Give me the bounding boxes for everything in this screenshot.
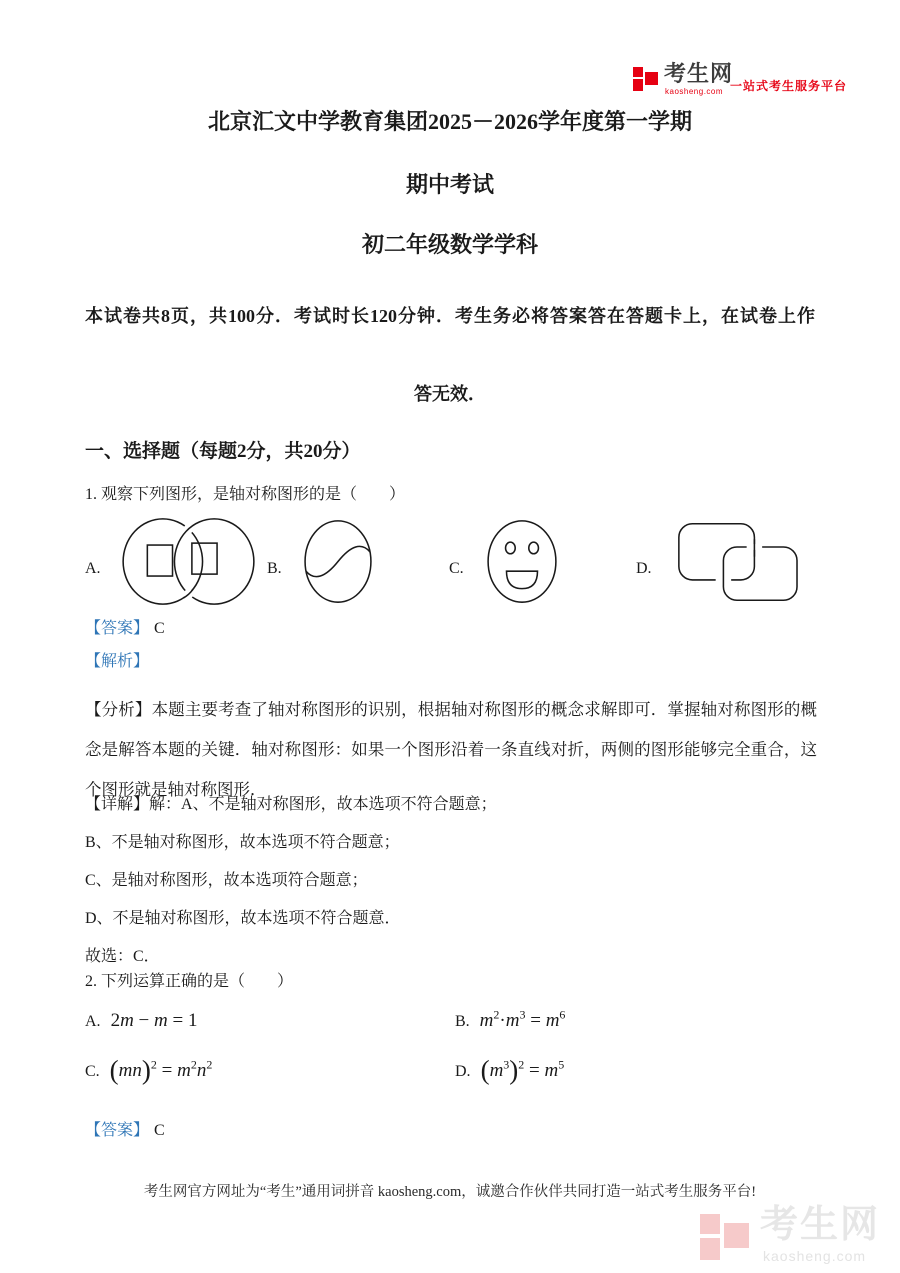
exam-name: 期中考试 <box>405 172 494 197</box>
q1-answer-value: C <box>154 620 165 637</box>
option-b-label: B. <box>267 560 282 577</box>
q2-option-a <box>85 1010 197 1032</box>
q2-option-c <box>85 1055 213 1085</box>
watermark-logo-text: 考生网 <box>760 1204 881 1246</box>
watermark-block-icon <box>724 1223 749 1248</box>
option-a-label: A. <box>85 1013 101 1030</box>
exam-notice-line1: 本试卷共8页，共100分．考试时长120分钟．考生务必将答案答在答题卡上，在试卷上作 <box>85 306 815 326</box>
option-a-label: A. <box>85 560 101 577</box>
question-1-options <box>0 512 900 612</box>
kaosheng-logo <box>633 61 848 106</box>
kaosheng-logo-icon <box>633 64 660 96</box>
option-b-formula: $m^2\cdot m^3 = m^6$ <box>479 1007 566 1031</box>
option-c-formula: $(mn)^2 = m^2n^2$ <box>109 1055 213 1085</box>
q2-options-row-1 <box>85 1007 815 1050</box>
logo-text: 考生网 <box>664 61 734 86</box>
question-2-stem: 2. 下列运算正确的是（ ） <box>85 973 294 990</box>
detail-line: C、是轴对称图形，故本选项符合题意； <box>85 872 368 889</box>
option-d-label: D. <box>455 1063 471 1080</box>
q2-answer-value: C <box>154 1122 165 1139</box>
answer-tag: 【答案】 <box>85 1122 150 1139</box>
kaosheng-watermark <box>700 1206 895 1268</box>
page-title: 北京汇文中学教育集团2025－2026学年度第一学期 <box>207 109 692 134</box>
q2-option-d <box>455 1055 565 1085</box>
detail-line-text: 解：A、不是轴对称图形，故本选项不符合题意； <box>149 796 497 813</box>
watermark-block-icon <box>700 1214 720 1234</box>
logo-domain: kaosheng.com <box>665 87 724 96</box>
overlapping-circles-figure <box>116 516 261 608</box>
question-1-stem: 1. 观察下列图形，是轴对称图形的是（ ） <box>85 486 406 503</box>
detail-line <box>85 786 817 824</box>
option-d-label: D. <box>636 560 652 577</box>
watermark-domain: kaosheng.com <box>763 1248 867 1264</box>
q1-detail-block <box>85 786 817 976</box>
logo-block-icon <box>633 79 643 91</box>
q1-explanation-tag <box>85 651 149 673</box>
q2-options-row-2 <box>85 1055 815 1100</box>
logo-tagline: 一站式考生服务平台 <box>730 79 848 93</box>
exam-notice-line2: 答无效． <box>414 384 486 404</box>
logo-block-icon <box>645 72 658 85</box>
explain-tag: 【解析】 <box>85 653 150 670</box>
section-heading: 一、选择题（每题2分，共20分） <box>85 441 361 462</box>
chain-links-figure <box>667 516 805 608</box>
option-c-label: C. <box>85 1063 100 1080</box>
answer-tag: 【答案】 <box>85 620 150 637</box>
option-a-formula: 2m − m = 1 <box>110 1010 198 1031</box>
detail-line: 故选：C． <box>85 948 160 965</box>
option-d-formula: $(m^3)^2 = m^5$ <box>480 1055 565 1085</box>
q2-answer-row <box>85 1120 165 1142</box>
detail-line: B、不是轴对称图形，故本选项不符合题意； <box>85 834 400 851</box>
option-b-label: B. <box>455 1013 470 1030</box>
subject-name: 初二年级数学学科 <box>361 232 538 257</box>
logo-block-icon <box>633 67 643 77</box>
q2-option-b <box>455 1007 566 1032</box>
smiley-face-figure <box>484 516 560 608</box>
detail-tag: 【详解】 <box>85 796 150 813</box>
analysis-text: 本题主要考查了轴对称图形的识别，根据轴对称图形的概念求解即可．掌握轴对称图形的概念是解答本题的关键．轴对称图形：如果一个图形沿着一条直线对折，两侧的图形能够完全重合，这个图形就是轴对称图形． <box>85 700 818 799</box>
watermark-block-icon <box>700 1238 720 1260</box>
footer-text: 考生网官方网址为“考生”通用词拼音 kaosheng.com，诚邀合作伙伴共同打造一站式考生服务平台! <box>143 1184 757 1200</box>
option-c-label: C. <box>449 560 464 577</box>
analysis-tag: 【分析】 <box>85 700 152 719</box>
detail-line: D、不是轴对称图形，故本选项不符合题意． <box>85 910 401 927</box>
s-curve-circle-figure <box>300 516 376 608</box>
q1-answer-row <box>85 618 165 640</box>
